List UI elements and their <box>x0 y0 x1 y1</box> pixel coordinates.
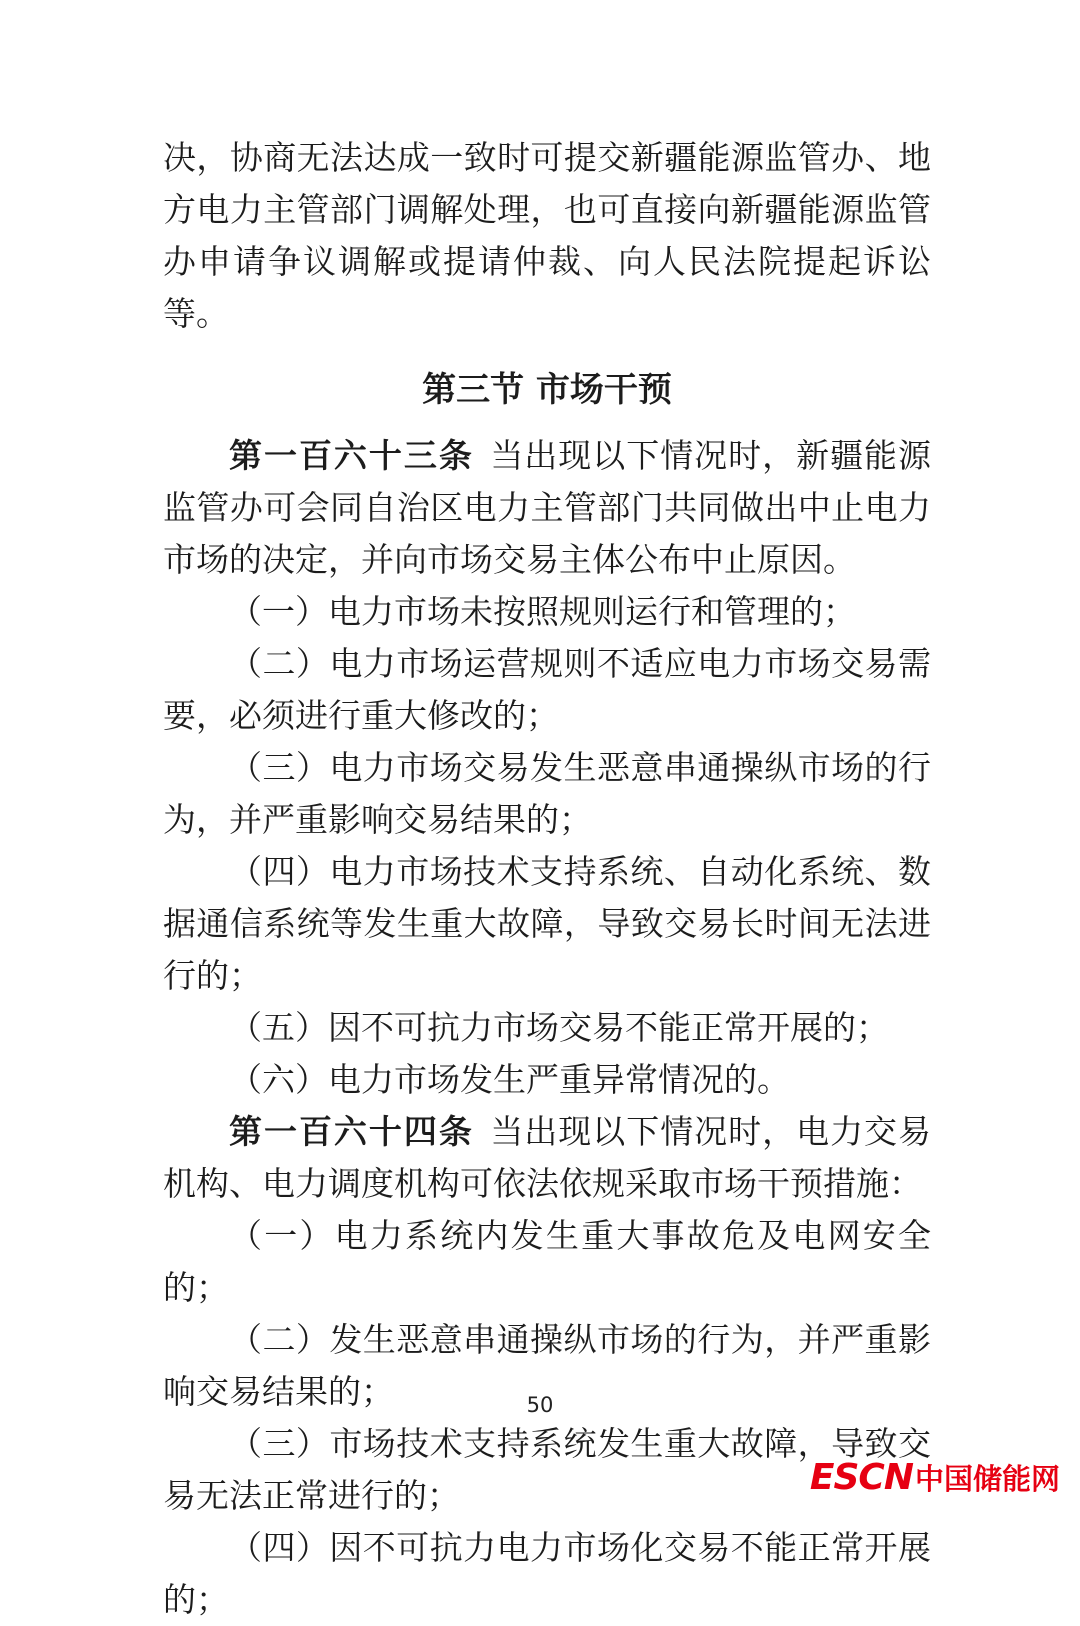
article-164-item-3: （三）市场技术支持系统发生重大故障，导致交易无法正常进行的； <box>163 1424 931 1515</box>
page-number: 50 <box>526 1393 554 1417</box>
article-164-lead <box>163 1106 931 1210</box>
article-163-lead-text: 当出现以下情况时，新疆能源监管办可会同自治区电力主管部门共同做出中止电力市场的决定，并向市场交易主体公布中止原因。 <box>163 436 932 579</box>
article-164-number: 第一百六十四条 <box>229 1112 474 1151</box>
paragraph-continuation: 决，协商无法达成一致时可提交新疆能源监管办、地方电力主管部门调解处理，也可直接向新疆能源监管办申请争议调解或提请仲裁、向人民法院提起诉讼等。 <box>163 138 931 333</box>
article-163-number: 第一百六十三条 <box>229 436 474 475</box>
article-163-item-2: （二）电力市场运营规则不适应电力市场交易需要，必须进行重大修改的； <box>163 644 931 735</box>
article-163-item-3: （三）电力市场交易发生恶意串通操纵市场的行为，并严重影响交易结果的； <box>163 748 931 839</box>
escn-logo-latin: ESCN <box>809 1457 913 1498</box>
article-164-item-4: （四）因不可抗力电力市场化交易不能正常开展的； <box>163 1528 931 1619</box>
escn-logo-cjk: 中国储能网 <box>914 1462 1060 1496</box>
article-164-lead-text: 当出现以下情况时，电力交易机构、电力调度机构可依法依规采取市场干预措施： <box>163 1112 932 1203</box>
article-164-item-2: （二）发生恶意串通操纵市场的行为，并严重影响交易结果的； <box>163 1320 931 1411</box>
article-163-item-5: （五）因不可抗力市场交易不能正常开展的； <box>229 1008 889 1047</box>
section-heading: 第三节 市场干预 <box>422 370 672 410</box>
article-163-lead <box>163 430 931 586</box>
article-164-item-1: （一）电力系统内发生重大事故危及电网安全的； <box>163 1216 931 1307</box>
escn-logo <box>809 1457 1060 1498</box>
article-163-item-6: （六）电力市场发生严重异常情况的。 <box>229 1060 790 1099</box>
article-163-item-1: （一）电力市场未按照规则运行和管理的； <box>229 592 856 631</box>
article-163-item-4: （四）电力市场技术支持系统、自动化系统、数据通信系统等发生重大故障，导致交易长时间无法进行的； <box>163 852 931 995</box>
